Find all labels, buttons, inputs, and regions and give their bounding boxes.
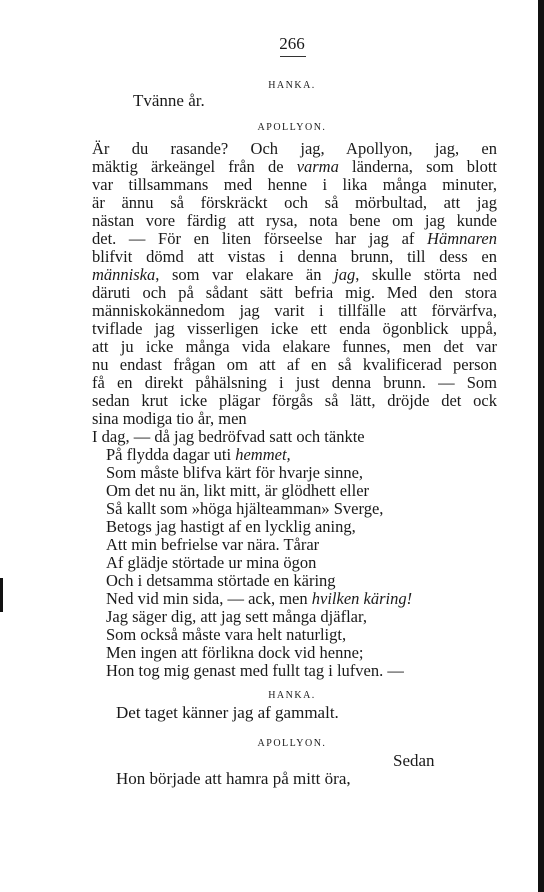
prose-line: är ännu så förskräckt och så mörbultad, att jag bbox=[92, 193, 497, 212]
prose-text: , skulle störta ned bbox=[355, 265, 497, 284]
italic-word: varma bbox=[296, 157, 339, 176]
prose-line: sedan krut icke plägar förgås så lätt, dröjde det ock bbox=[92, 391, 497, 410]
italic-word: jag bbox=[334, 265, 356, 284]
prose-line: blifvit dömd att vistas i denna brunn, till dess en bbox=[92, 247, 497, 266]
speaker-hanka: HANKA. bbox=[268, 80, 316, 91]
prose-line: att ju icke många vida elakare funnes, men det var bbox=[92, 337, 497, 356]
verse-line bbox=[106, 590, 412, 608]
speaker-hanka: HANKA. bbox=[268, 690, 316, 701]
verse-line: Som också måste vara helt naturligt, bbox=[106, 625, 347, 644]
page-edge-right bbox=[538, 0, 544, 892]
prose-line: tviflade jag visserligen icke ett enda ögonblick uppå, bbox=[92, 319, 497, 338]
italic-word: hvilken käring! bbox=[311, 589, 413, 608]
prose-line bbox=[92, 230, 497, 248]
verse-line: Att min befrielse var nära. Tårar bbox=[106, 535, 320, 554]
prose-text: det. — För en liten förseelse har jag af bbox=[92, 229, 428, 248]
page-number: 266 bbox=[279, 34, 305, 53]
prose-line bbox=[92, 266, 497, 284]
hanka-line: Tvänne år. bbox=[133, 91, 205, 110]
speaker-apollyon: APOLLYON. bbox=[257, 122, 327, 133]
verse-line bbox=[106, 446, 291, 464]
prose-line: sina modiga tio år, men bbox=[92, 409, 247, 428]
verse-line: Hon tog mig genast med fullt tag i lufven. — bbox=[106, 661, 404, 680]
italic-word: Hämnaren bbox=[427, 229, 497, 248]
prose-line: nästan vore färdig att rysa, nota bene om jag kunde bbox=[92, 211, 497, 230]
prose-line: få en direkt påhälsning i just denna brunn. — Som bbox=[92, 373, 497, 392]
verse-line: Så kallt som »höga hjälteamman» Sverge, bbox=[106, 499, 384, 518]
verse-line: Men ingen att förlikna dock vid henne; bbox=[106, 643, 364, 662]
binding-mark bbox=[0, 578, 3, 612]
verse-line: Jag säger dig, att jag sett många djäflar, bbox=[106, 607, 367, 626]
prose-line: däruti och på sådant sätt befria mig. Med den stora bbox=[92, 283, 497, 302]
speaker-apollyon: APOLLYON. bbox=[257, 738, 327, 749]
page-number-underline bbox=[280, 56, 306, 57]
verse-line: Om det nu än, likt mitt, är glödhett eller bbox=[106, 481, 370, 500]
italic-word: människa bbox=[92, 265, 156, 284]
verse-line: Och i detsamma störtade en käring bbox=[106, 571, 336, 590]
verse-line: Som måste blifva kärt för hvarje sinne, bbox=[106, 463, 364, 482]
prose-line: människokännedom jag varit i tillfälle att förvärfva, bbox=[92, 301, 497, 320]
hanka-line: Det taget känner jag af gammalt. bbox=[116, 703, 339, 722]
verse-line: I dag, — då jag bedröfvad satt och tänkte bbox=[92, 427, 365, 446]
verse-text: Ned vid min sida, — ack, men bbox=[106, 589, 312, 608]
prose-line: var tillsammans med henne i lika många minuter, bbox=[92, 175, 497, 194]
verse-line: Sedan bbox=[393, 751, 435, 770]
prose-text: , som var elakare än bbox=[155, 265, 335, 284]
verse-line: Af glädje störtade ur mina ögon bbox=[106, 553, 317, 572]
verse-line: Hon började att hamra på mitt öra, bbox=[116, 769, 351, 788]
page-edge-left bbox=[0, 0, 8, 892]
prose-text: länderna, som blott bbox=[338, 157, 497, 176]
prose-line bbox=[92, 158, 497, 176]
verse-text: På flydda dagar uti bbox=[106, 445, 236, 464]
prose-line: Är du rasande? Och jag, Apollyon, jag, en bbox=[92, 139, 497, 158]
verse-line: Betogs jag hastigt af en lycklig aning, bbox=[106, 517, 356, 536]
prose-line: nu endast frågan om att af en så kvalificerad person bbox=[92, 355, 497, 374]
italic-word: hemmet, bbox=[235, 445, 291, 464]
prose-text: mäktig ärkeängel från de bbox=[92, 157, 297, 176]
